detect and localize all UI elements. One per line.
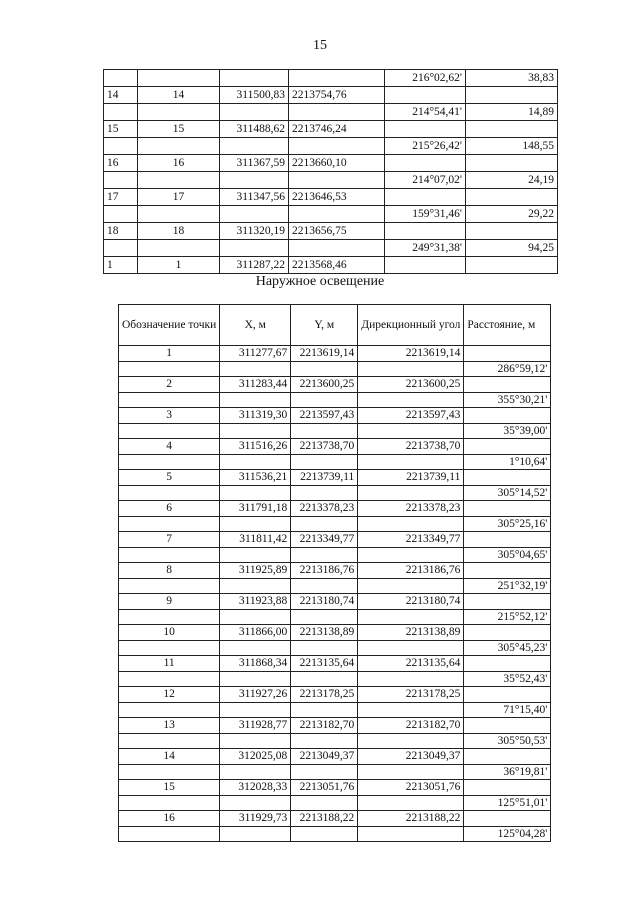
table-cell: 2213568,46: [289, 257, 385, 274]
table-cell: 2213619,14: [358, 346, 464, 362]
outdoor-lighting-table-body: [119, 346, 551, 842]
table-cell: 2213746,24: [289, 121, 385, 138]
table-cell: [464, 749, 551, 765]
table-cell: 2213051,76: [358, 780, 464, 796]
table-cell: [220, 485, 291, 501]
table-cell: 215°26,42': [385, 138, 466, 155]
table-cell: 2213186,76: [358, 563, 464, 579]
table-cell: [291, 640, 358, 656]
table-cell: [464, 594, 551, 610]
table-cell: [358, 826, 464, 842]
table-cell: [466, 223, 558, 240]
table-cell: 10: [119, 625, 220, 641]
table-cell: [220, 206, 289, 223]
table-cell: [358, 733, 464, 749]
table-row: [104, 121, 558, 138]
table-cell: [466, 257, 558, 274]
table-row: [104, 206, 558, 223]
table-row: [104, 172, 558, 189]
table-cell: [358, 764, 464, 780]
table-cell: 216°02,62': [385, 70, 466, 87]
table-cell: [220, 826, 291, 842]
table-cell: 311283,44: [220, 377, 291, 393]
table-cell: [466, 189, 558, 206]
table-cell: [119, 423, 220, 439]
table-cell: [385, 87, 466, 104]
table-row: [119, 826, 551, 842]
table-row: [119, 609, 551, 625]
table-row: [119, 439, 551, 455]
table-cell: [464, 439, 551, 455]
table-row: [119, 377, 551, 393]
table-cell: 14: [104, 87, 138, 104]
table-cell: [119, 733, 220, 749]
table-cell: 2213349,77: [291, 532, 358, 548]
table-cell: 2213135,64: [291, 656, 358, 672]
table-cell: 2213051,76: [291, 780, 358, 796]
table-cell: [385, 189, 466, 206]
table-cell: [358, 485, 464, 501]
table-cell: 286°59,12': [464, 361, 551, 377]
table-cell: [464, 811, 551, 827]
table-row: [119, 625, 551, 641]
table-cell: 311367,59: [220, 155, 289, 172]
table-cell: [220, 361, 291, 377]
table-cell: [119, 454, 220, 470]
table-cell: 36°19,81': [464, 764, 551, 780]
table-cell: 7: [119, 532, 220, 548]
table-row: [119, 749, 551, 765]
table-cell: [291, 702, 358, 718]
table-cell: [220, 423, 291, 439]
table-cell: 311868,34: [220, 656, 291, 672]
table-cell: [104, 206, 138, 223]
table-cell: 2213597,43: [358, 408, 464, 424]
table-cell: [291, 826, 358, 842]
table-cell: 2213180,74: [358, 594, 464, 610]
table-cell: 311516,26: [220, 439, 291, 455]
table-cell: [220, 609, 291, 625]
table-cell: [138, 138, 220, 155]
table-cell: [289, 206, 385, 223]
table-cell: 311866,00: [220, 625, 291, 641]
table-row: [119, 532, 551, 548]
table-cell: [119, 485, 220, 501]
table-cell: 16: [138, 155, 220, 172]
table-cell: 2213738,70: [358, 439, 464, 455]
header-bearing: Дирекционный угол: [358, 305, 464, 346]
table-row: [104, 155, 558, 172]
table-cell: 311277,67: [220, 346, 291, 362]
table-cell: 125°51,01': [464, 795, 551, 811]
table-cell: 311320,19: [220, 223, 289, 240]
table-cell: [220, 733, 291, 749]
table-cell: [119, 578, 220, 594]
table-cell: [119, 826, 220, 842]
table-cell: [291, 454, 358, 470]
table-cell: [138, 240, 220, 257]
table-cell: [464, 625, 551, 641]
table-cell: 24,19: [466, 172, 558, 189]
table-cell: [138, 206, 220, 223]
table-cell: 2213178,25: [291, 687, 358, 703]
table-cell: [464, 718, 551, 734]
table-cell: 1: [138, 257, 220, 274]
table-cell: [358, 578, 464, 594]
table-row: [119, 454, 551, 470]
table-cell: 2213600,25: [291, 377, 358, 393]
table-cell: 312028,33: [220, 780, 291, 796]
table-cell: 94,25: [466, 240, 558, 257]
table-cell: [358, 671, 464, 687]
table-cell: 148,55: [466, 138, 558, 155]
table-cell: 71°15,40': [464, 702, 551, 718]
table-cell: 305°50,53': [464, 733, 551, 749]
table-cell: [138, 172, 220, 189]
table-cell: 6: [119, 501, 220, 517]
table-cell: [220, 578, 291, 594]
table-cell: 311488,62: [220, 121, 289, 138]
table-row: [119, 671, 551, 687]
table-cell: 2213646,53: [289, 189, 385, 206]
table-cell: 125°04,28': [464, 826, 551, 842]
table-cell: 2213135,64: [358, 656, 464, 672]
table-cell: [358, 547, 464, 563]
table-cell: [291, 764, 358, 780]
table-cell: [385, 121, 466, 138]
table-cell: [119, 640, 220, 656]
table-cell: 2213180,74: [291, 594, 358, 610]
table-cell: [220, 104, 289, 121]
table-cell: [104, 172, 138, 189]
table-cell: 17: [138, 189, 220, 206]
table-cell: [464, 470, 551, 486]
table-cell: [358, 454, 464, 470]
table-cell: [385, 223, 466, 240]
table-cell: [464, 687, 551, 703]
table-cell: 1°10,64': [464, 454, 551, 470]
table-cell: 29,22: [466, 206, 558, 223]
table-cell: [466, 121, 558, 138]
table-cell: 2213186,76: [291, 563, 358, 579]
table-cell: 2213656,75: [289, 223, 385, 240]
table-cell: [104, 240, 138, 257]
table-cell: [289, 70, 385, 87]
table-row: [119, 702, 551, 718]
table-cell: [220, 640, 291, 656]
table-row: [119, 547, 551, 563]
table-cell: [291, 423, 358, 439]
table-row: [119, 764, 551, 780]
table-cell: [220, 454, 291, 470]
table-cell: [220, 138, 289, 155]
table-cell: [464, 501, 551, 517]
table-cell: [104, 104, 138, 121]
table-cell: 305°04,65': [464, 547, 551, 563]
table-cell: [291, 547, 358, 563]
table-cell: [358, 640, 464, 656]
table-cell: 2213600,25: [358, 377, 464, 393]
table-cell: [291, 671, 358, 687]
table-cell: 8: [119, 563, 220, 579]
table-cell: [104, 138, 138, 155]
table-cell: 311925,89: [220, 563, 291, 579]
table-cell: 311929,73: [220, 811, 291, 827]
table-cell: 15: [104, 121, 138, 138]
table-row: [119, 594, 551, 610]
header-y: Y, м: [291, 305, 358, 346]
table-cell: [289, 104, 385, 121]
table-cell: 311319,30: [220, 408, 291, 424]
table-cell: 35°52,43': [464, 671, 551, 687]
table-cell: [220, 70, 289, 87]
table-cell: 1: [119, 346, 220, 362]
table-cell: [289, 138, 385, 155]
table-cell: [291, 795, 358, 811]
table-cell: 311791,18: [220, 501, 291, 517]
table-cell: 18: [138, 223, 220, 240]
table-cell: [291, 609, 358, 625]
table-cell: 312025,08: [220, 749, 291, 765]
table-row: [104, 257, 558, 274]
table-cell: 311811,42: [220, 532, 291, 548]
table-cell: 251°32,19': [464, 578, 551, 594]
table-cell: 2213049,37: [358, 749, 464, 765]
table-cell: [220, 795, 291, 811]
table-cell: 2213188,22: [358, 811, 464, 827]
table-cell: 2213660,10: [289, 155, 385, 172]
table-cell: [291, 733, 358, 749]
table-cell: 1: [104, 257, 138, 274]
table-cell: 2213349,77: [358, 532, 464, 548]
table-cell: 4: [119, 439, 220, 455]
table-cell: [358, 702, 464, 718]
table-cell: 35°39,00': [464, 423, 551, 439]
table-cell: [119, 392, 220, 408]
table-cell: 311536,21: [220, 470, 291, 486]
table-cell: 215°52,12': [464, 609, 551, 625]
table-cell: 2213178,25: [358, 687, 464, 703]
table-cell: [138, 104, 220, 121]
table-cell: 214°07,02': [385, 172, 466, 189]
table-cell: [119, 516, 220, 532]
table-row: [104, 138, 558, 155]
table-cell: 2213182,70: [291, 718, 358, 734]
table-cell: [466, 87, 558, 104]
header-x: X, м: [220, 305, 291, 346]
table-cell: [464, 532, 551, 548]
table-cell: 9: [119, 594, 220, 610]
table-row: [119, 563, 551, 579]
table-row: [119, 656, 551, 672]
table-cell: [464, 780, 551, 796]
table-cell: [291, 578, 358, 594]
table-cell: 2213182,70: [358, 718, 464, 734]
table-cell: 159°31,46': [385, 206, 466, 223]
table-cell: [220, 240, 289, 257]
table-cell: 305°25,16': [464, 516, 551, 532]
table-row: [104, 87, 558, 104]
table-cell: 15: [119, 780, 220, 796]
table-cell: [220, 547, 291, 563]
table-cell: 2213049,37: [291, 749, 358, 765]
table-row: [119, 392, 551, 408]
page-number: 15: [313, 38, 327, 53]
coordinates-table-body: [104, 70, 558, 274]
table-cell: 2213619,14: [291, 346, 358, 362]
table-cell: 18: [104, 223, 138, 240]
header-point-designation: Обозначение точки: [119, 305, 220, 346]
section-title: Наружное освещение: [255, 274, 385, 289]
table-row: [104, 223, 558, 240]
table-cell: 311927,26: [220, 687, 291, 703]
table-cell: 2213378,23: [291, 501, 358, 517]
table-cell: 2213739,11: [291, 470, 358, 486]
table-cell: [358, 423, 464, 439]
table-cell: [291, 392, 358, 408]
table-cell: [464, 656, 551, 672]
table-cell: [358, 392, 464, 408]
table-cell: 311500,83: [220, 87, 289, 104]
table-cell: [119, 764, 220, 780]
table-cell: [464, 563, 551, 579]
table-cell: 2: [119, 377, 220, 393]
table-cell: 2213378,23: [358, 501, 464, 517]
table-row: [119, 501, 551, 517]
table-cell: 305°14,52': [464, 485, 551, 501]
table-cell: 11: [119, 656, 220, 672]
table-row: [119, 795, 551, 811]
table-row: [119, 811, 551, 827]
table-cell: [291, 516, 358, 532]
table-row: [104, 104, 558, 121]
table-row: [119, 470, 551, 486]
table-row: [119, 718, 551, 734]
table-cell: 214°54,41': [385, 104, 466, 121]
table-cell: [466, 155, 558, 172]
table-cell: 311923,88: [220, 594, 291, 610]
table-cell: 14: [119, 749, 220, 765]
table-cell: 311928,77: [220, 718, 291, 734]
table-cell: 3: [119, 408, 220, 424]
table-cell: 2213597,43: [291, 408, 358, 424]
table-cell: [104, 70, 138, 87]
table-cell: [138, 70, 220, 87]
table-row: [119, 516, 551, 532]
table-cell: 2213188,22: [291, 811, 358, 827]
table-cell: [119, 547, 220, 563]
table-cell: [358, 361, 464, 377]
table-cell: 38,83: [466, 70, 558, 87]
table-cell: [220, 392, 291, 408]
header-distance: Расстояние, м: [464, 305, 551, 346]
table-cell: 305°45,23': [464, 640, 551, 656]
coordinates-table-continued: [103, 69, 558, 274]
table-cell: 2213738,70: [291, 439, 358, 455]
table-cell: [220, 702, 291, 718]
table-cell: [119, 795, 220, 811]
table-cell: 15: [138, 121, 220, 138]
table-cell: 249°31,38': [385, 240, 466, 257]
table-cell: 355°30,21': [464, 392, 551, 408]
table-header-row: [119, 305, 551, 346]
table-cell: 2213739,11: [358, 470, 464, 486]
table-cell: 2213754,76: [289, 87, 385, 104]
table-row: [119, 361, 551, 377]
table-row: [119, 346, 551, 362]
table-cell: [385, 257, 466, 274]
table-cell: [464, 346, 551, 362]
table-cell: 14: [138, 87, 220, 104]
table-cell: [358, 516, 464, 532]
table-row: [119, 578, 551, 594]
table-cell: 17: [104, 189, 138, 206]
table-cell: [464, 408, 551, 424]
table-cell: [220, 671, 291, 687]
table-cell: [358, 609, 464, 625]
table-row: [104, 189, 558, 206]
table-row: [119, 485, 551, 501]
table-cell: 13: [119, 718, 220, 734]
table-row: [104, 240, 558, 257]
table-row: [119, 423, 551, 439]
table-cell: [464, 377, 551, 393]
table-cell: 14,89: [466, 104, 558, 121]
table-row: [119, 640, 551, 656]
table-cell: [119, 671, 220, 687]
table-cell: [220, 172, 289, 189]
table-cell: [385, 155, 466, 172]
table-cell: [291, 361, 358, 377]
table-cell: 5: [119, 470, 220, 486]
table-cell: [358, 795, 464, 811]
table-cell: [119, 609, 220, 625]
table-row: [119, 687, 551, 703]
table-cell: 311347,56: [220, 189, 289, 206]
table-cell: 16: [104, 155, 138, 172]
table-cell: 16: [119, 811, 220, 827]
table-cell: 2213138,89: [358, 625, 464, 641]
table-row: [119, 780, 551, 796]
table-cell: [289, 240, 385, 257]
outdoor-lighting-table: [118, 304, 551, 842]
table-cell: 2213138,89: [291, 625, 358, 641]
table-row: [104, 70, 558, 87]
table-cell: [119, 361, 220, 377]
table-cell: 12: [119, 687, 220, 703]
table-cell: [220, 764, 291, 780]
table-cell: [289, 172, 385, 189]
table-cell: [220, 516, 291, 532]
table-cell: 311287,22: [220, 257, 289, 274]
table-cell: [291, 485, 358, 501]
table-row: [119, 408, 551, 424]
table-row: [119, 733, 551, 749]
table-cell: [119, 702, 220, 718]
